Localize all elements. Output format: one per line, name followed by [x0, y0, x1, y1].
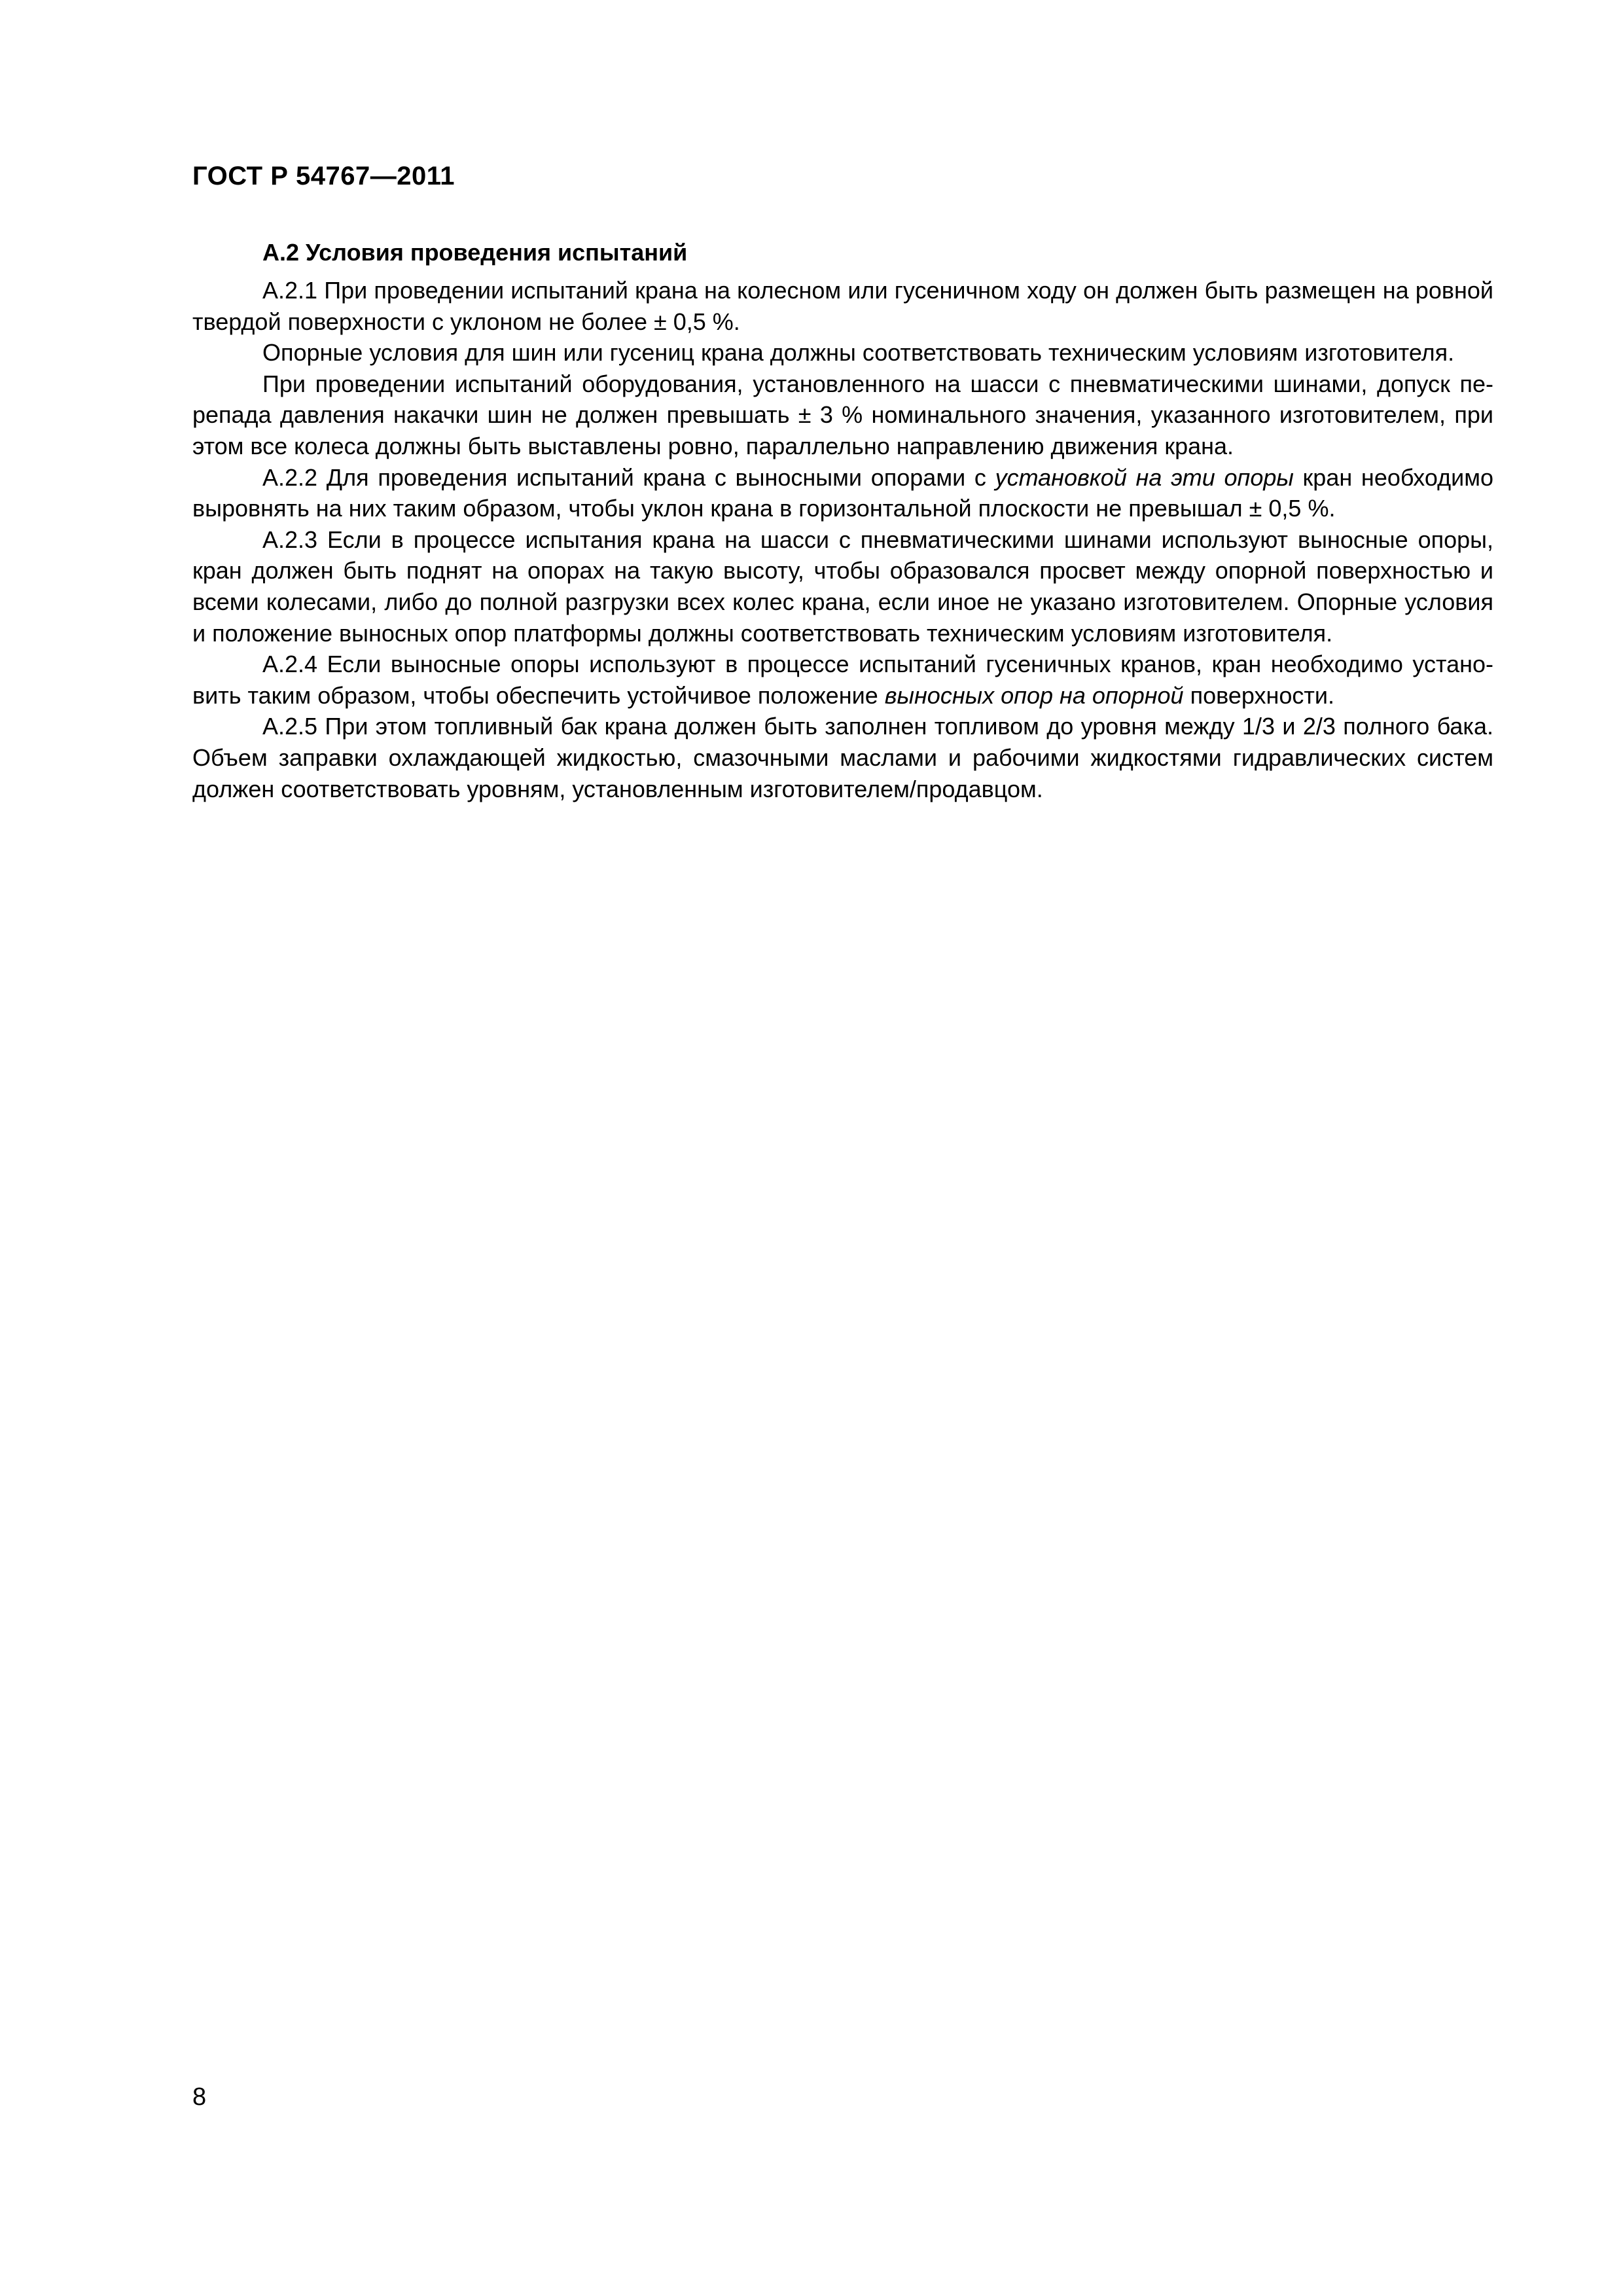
paragraph-text: Опорные условия для шин или гусениц крана должны соответствовать техническим условиям изготовителя.: [262, 339, 1455, 367]
section-heading: А.2 Условия проведения испытаний: [262, 239, 688, 266]
paragraph-text: А.2.2 Для проведения испытаний крана с выносными опорами с: [262, 463, 995, 491]
paragraph-a-2-4: [192, 649, 1493, 711]
paragraph-text: А.2.5 При этом топливный бак крана должен быть заполнен топливом до уровня между 1/3 и 2/3 полного бака. Объем заправки охлаждающей жидкостью, смазочными маслами и рабочими жидкостями гидравлических систем должен соответствовать уровням, установленным изготовителем/продавцом.: [192, 713, 1493, 802]
paragraph-a-2-1: [192, 275, 1493, 337]
page-number: 8: [192, 2083, 207, 2111]
paragraph-a-2-5: [192, 711, 1493, 804]
italic-phrase: выносных опор на опорной: [884, 681, 1184, 709]
paragraph-text: А.2.4 Если выносные опоры используют в процессе испытаний гусеничных кранов, кран необходимо установить таким образом, чтобы обеспечить устойчивое положение: [192, 651, 1493, 709]
section-a2: [192, 237, 1493, 804]
paragraph-a-2-3: [192, 524, 1493, 649]
paragraph-a-2-2: [192, 462, 1493, 524]
paragraph-text: кран необходимо выровнять на них таким образом, чтобы уклон крана в горизонтальной плоскости не превышал ± 0,5 %.: [192, 463, 1493, 522]
document-id-header: ГОСТ Р 54767—2011: [192, 162, 455, 190]
italic-phrase: установкой на эти опоры: [995, 463, 1294, 491]
paragraph-text: А.2.1 При проведении испытаний крана на колесном или гусеничном ходу он должен быть размещен на ровной твердой поверхности с уклоном не более ± 0,5 %.: [192, 277, 1493, 335]
paragraph-text: А.2.3 Если в процессе испытания крана на шасси с пневматическими шинами используют выносные опоры, кран должен быть поднят на опорах на такую высоту, чтобы образовался просвет между опорной поверхностью и всеми колесами, либо до полной разгрузки всех колес крана, если иное не указано изготовителем. Опорные условия и положение выносных опор платформы должны соответствовать техническим условиям изготовителя.: [192, 526, 1493, 647]
paragraph-text: поверхности.: [1183, 681, 1334, 709]
paragraph-tire-pressure: [192, 368, 1493, 462]
paragraph-support-conditions: [192, 337, 1493, 368]
paragraph-text: При проведении испытаний оборудования, установленного на шасси с пневматическими шинами, допуск перепада давления накачки шин не должен превышать ± 3 % номинального значения, указанного изготовителем, при этом все колеса должны быть выставлены ровно, параллельно направлению движения крана.: [192, 370, 1493, 459]
